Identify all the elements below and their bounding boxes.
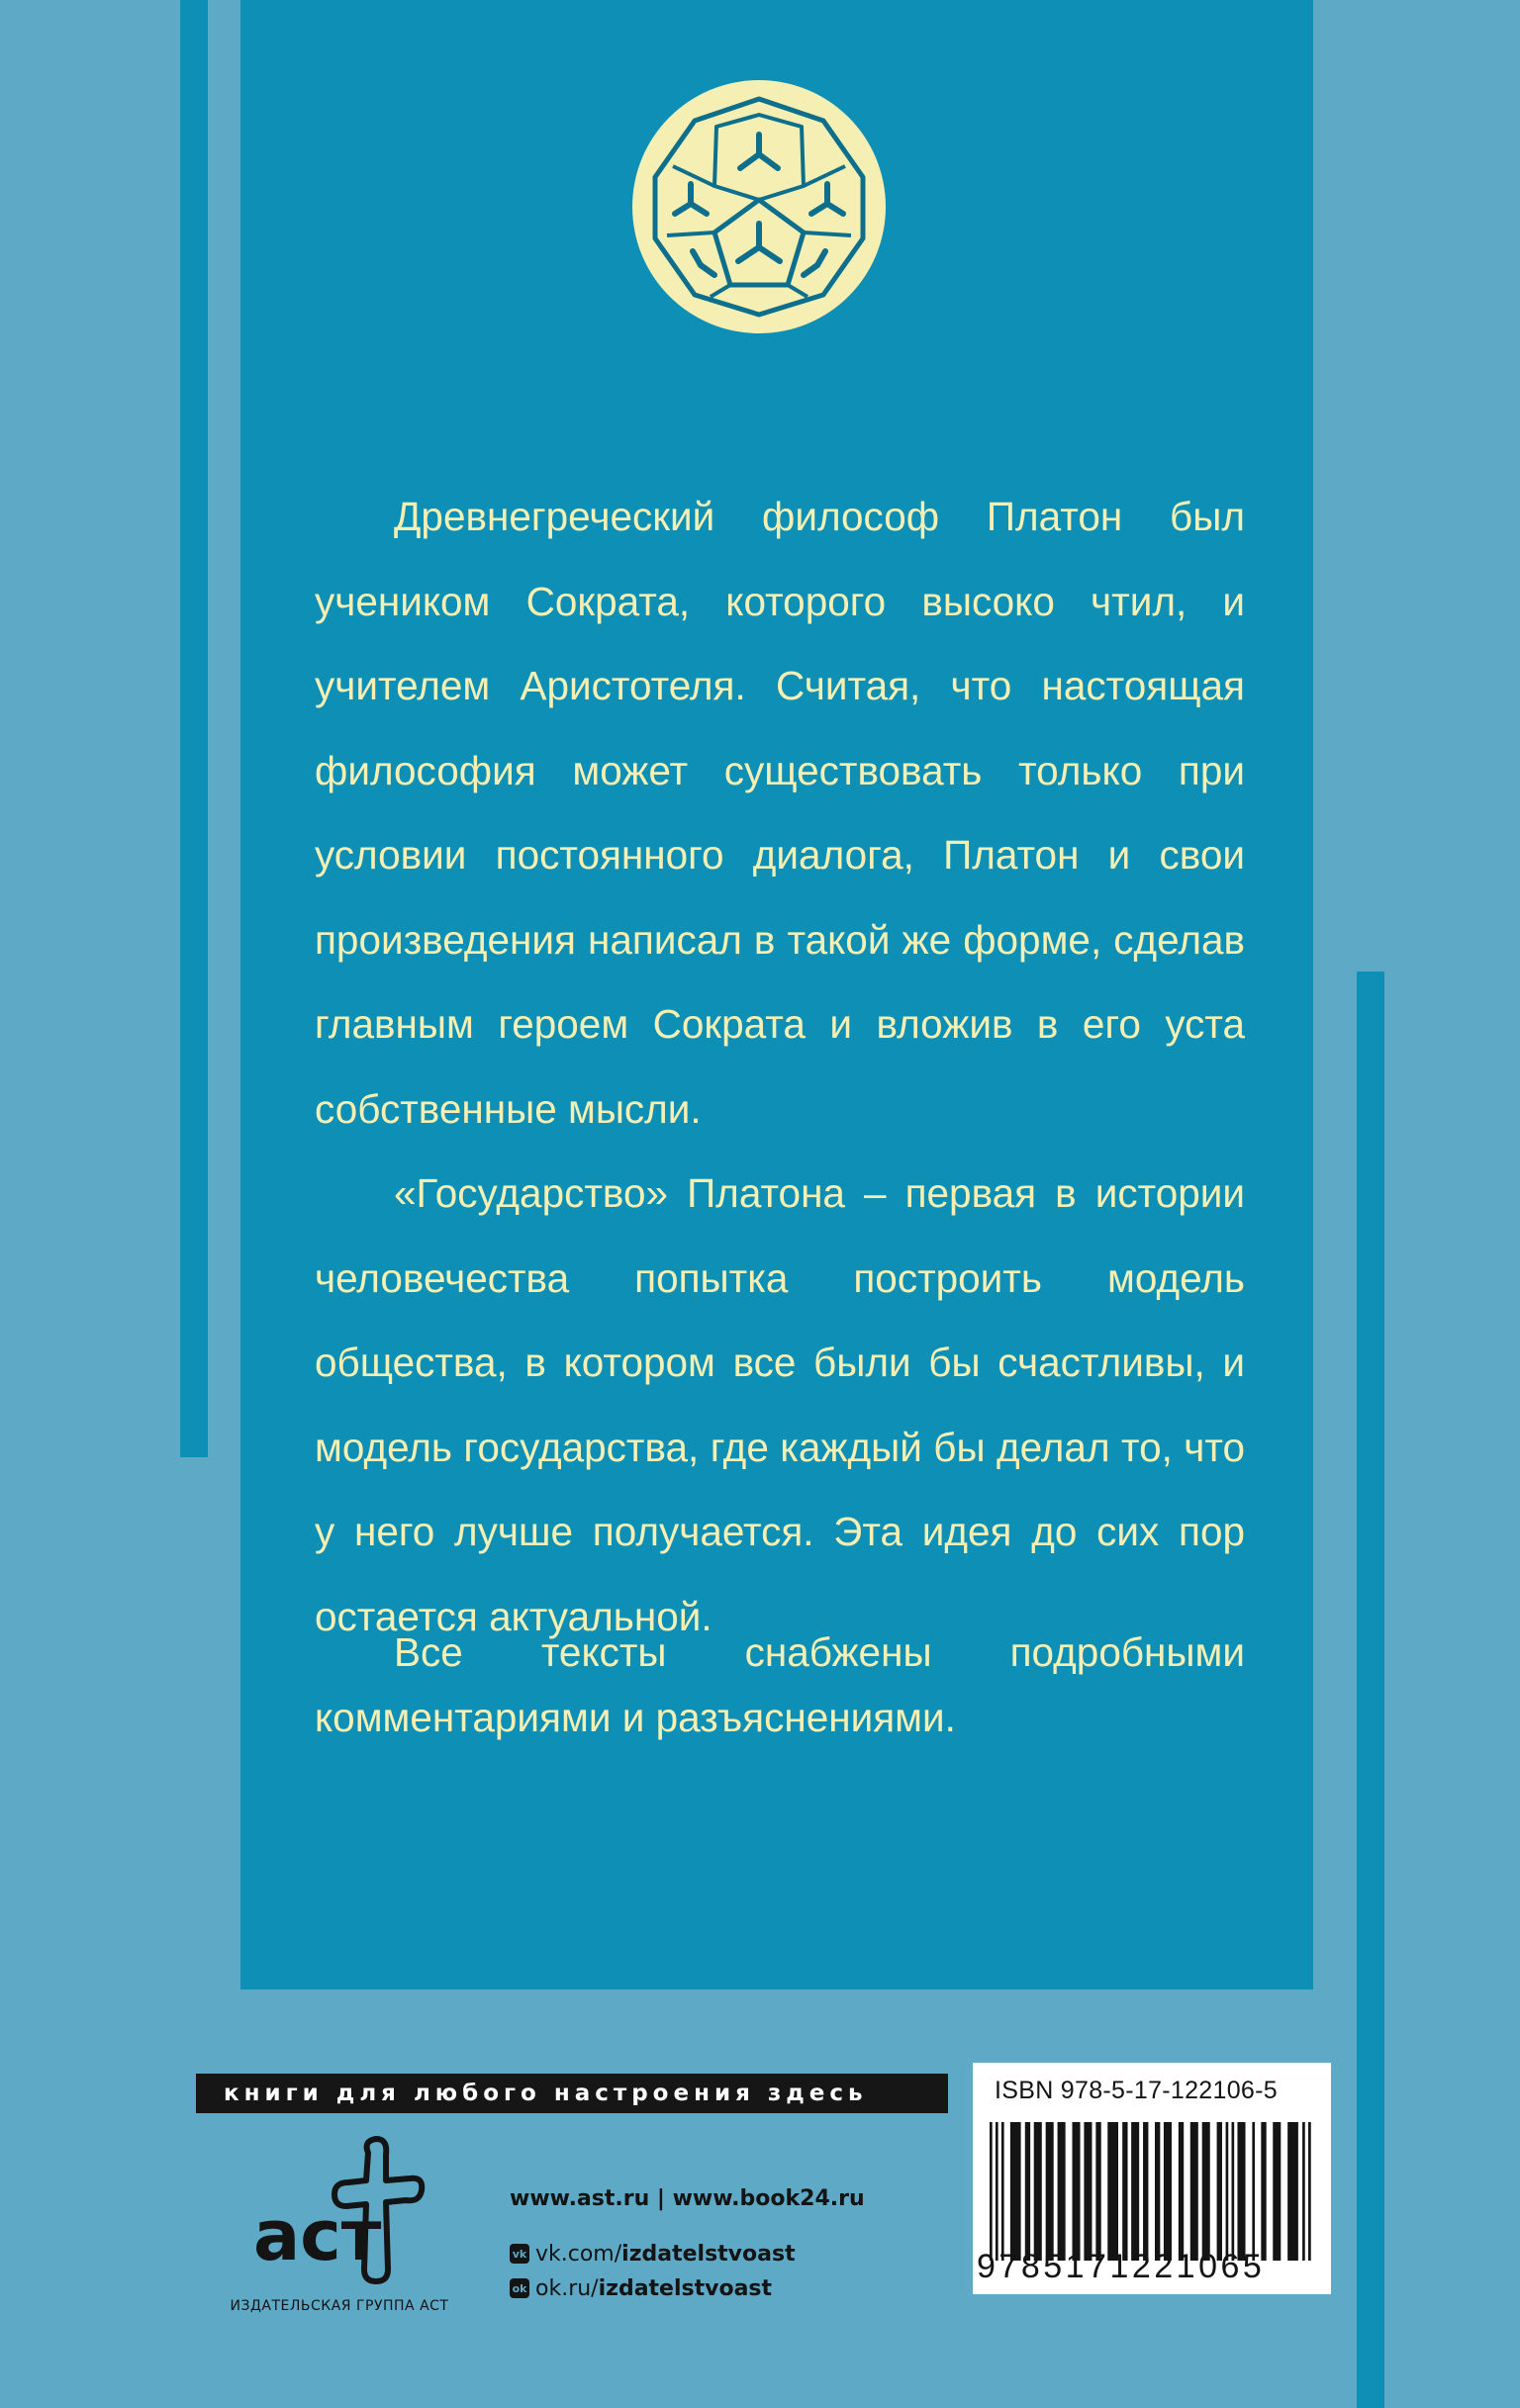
description-paragraph: Древнегреческий философ Платон был учеником Сократа, которого высоко чтил, и учителем Аристотеля. Считая, что настоящая философия может существовать только при условии постоянного диалога, Платон и свои произведения написал в такой же форме, сделав главным героем Сократа и вложив в его уста собственные мысли.: [315, 494, 1245, 1132]
barcode-bar: [1058, 2122, 1066, 2261]
commentary-note: Все тексты снабжены подробными комментариями и разъяснениями.: [315, 1629, 1245, 1740]
barcode-bar: [1252, 2122, 1255, 2261]
barcode-bar: [1302, 2122, 1305, 2261]
barcode: [990, 2122, 1314, 2261]
barcode-bar: [1164, 2122, 1172, 2261]
isbn-block: [973, 2063, 1331, 2294]
barcode-bar: [1001, 2122, 1004, 2261]
barcode-bar: [1179, 2122, 1184, 2261]
barcode-bar: [1155, 2122, 1160, 2261]
barcode-bar: [1095, 2122, 1100, 2261]
ok-icon: ok: [510, 2278, 529, 2298]
publisher-tagline: книги для любого настроения здесь: [196, 2074, 948, 2113]
publisher-name: ИЗДАТЕЛЬСКАЯ ГРУППА АСТ: [230, 2298, 449, 2314]
isbn-label: ISBN 978-5-17-122106-5: [995, 2077, 1278, 2104]
barcode-bar: [1046, 2122, 1054, 2261]
book-description: [315, 475, 1245, 1659]
vk-icon: vk: [510, 2244, 529, 2264]
publisher-websites[interactable]: www.ast.ru | www.book24.ru: [510, 2186, 865, 2211]
barcode-bar: [1287, 2122, 1298, 2261]
barcode-bar: [1226, 2122, 1229, 2261]
barcode-bar: [1010, 2122, 1021, 2261]
barcode-bar: [1261, 2122, 1266, 2261]
barcode-bar: [1237, 2122, 1245, 2261]
barcode-bar: [996, 2122, 998, 2261]
barcode-bar: [990, 2122, 993, 2261]
barcode-bar: [1122, 2122, 1127, 2261]
logo-text: аст: [253, 2195, 382, 2276]
vk-link-handle: izdatelstvoast: [621, 2241, 796, 2267]
barcode-bar: [1025, 2122, 1030, 2261]
barcode-bar: [1034, 2122, 1042, 2261]
ast-logo: [239, 2133, 437, 2291]
barcode-bar: [1072, 2122, 1080, 2261]
barcode-bar: [1217, 2122, 1222, 2261]
barcode-bar: [1202, 2122, 1210, 2261]
ok-link-handle: izdatelstvoast: [598, 2275, 773, 2301]
barcode-bar: [1084, 2122, 1092, 2261]
vk-link-prefix: vk.com/: [535, 2241, 622, 2267]
barcode-bar: [1273, 2122, 1281, 2261]
barcode-bar: [1232, 2122, 1235, 2261]
barcode-bar: [1190, 2122, 1198, 2261]
barcode-bar: [1131, 2122, 1139, 2261]
right-accent-stripe: [1357, 972, 1384, 2408]
left-accent-stripe: [180, 0, 208, 1457]
vk-link[interactable]: [510, 2241, 796, 2267]
dodecahedron-icon: [629, 77, 889, 336]
description-paragraph: «Государство» Платона – первая в истории человечества попытка построить модель общества, в котором все были бы счастливы, и модель государства, где каждый бы делал то, что у него лучше получается. Эта идея до сих пор остается актуальной.: [315, 1170, 1245, 1639]
barcode-digits: 9785171221065: [977, 2248, 1266, 2285]
barcode-bar: [1143, 2122, 1148, 2261]
barcode-bar: [1107, 2122, 1118, 2261]
ok-link[interactable]: [510, 2275, 772, 2301]
barcode-bar: [1308, 2122, 1311, 2261]
ok-link-prefix: ok.ru/: [535, 2275, 599, 2301]
